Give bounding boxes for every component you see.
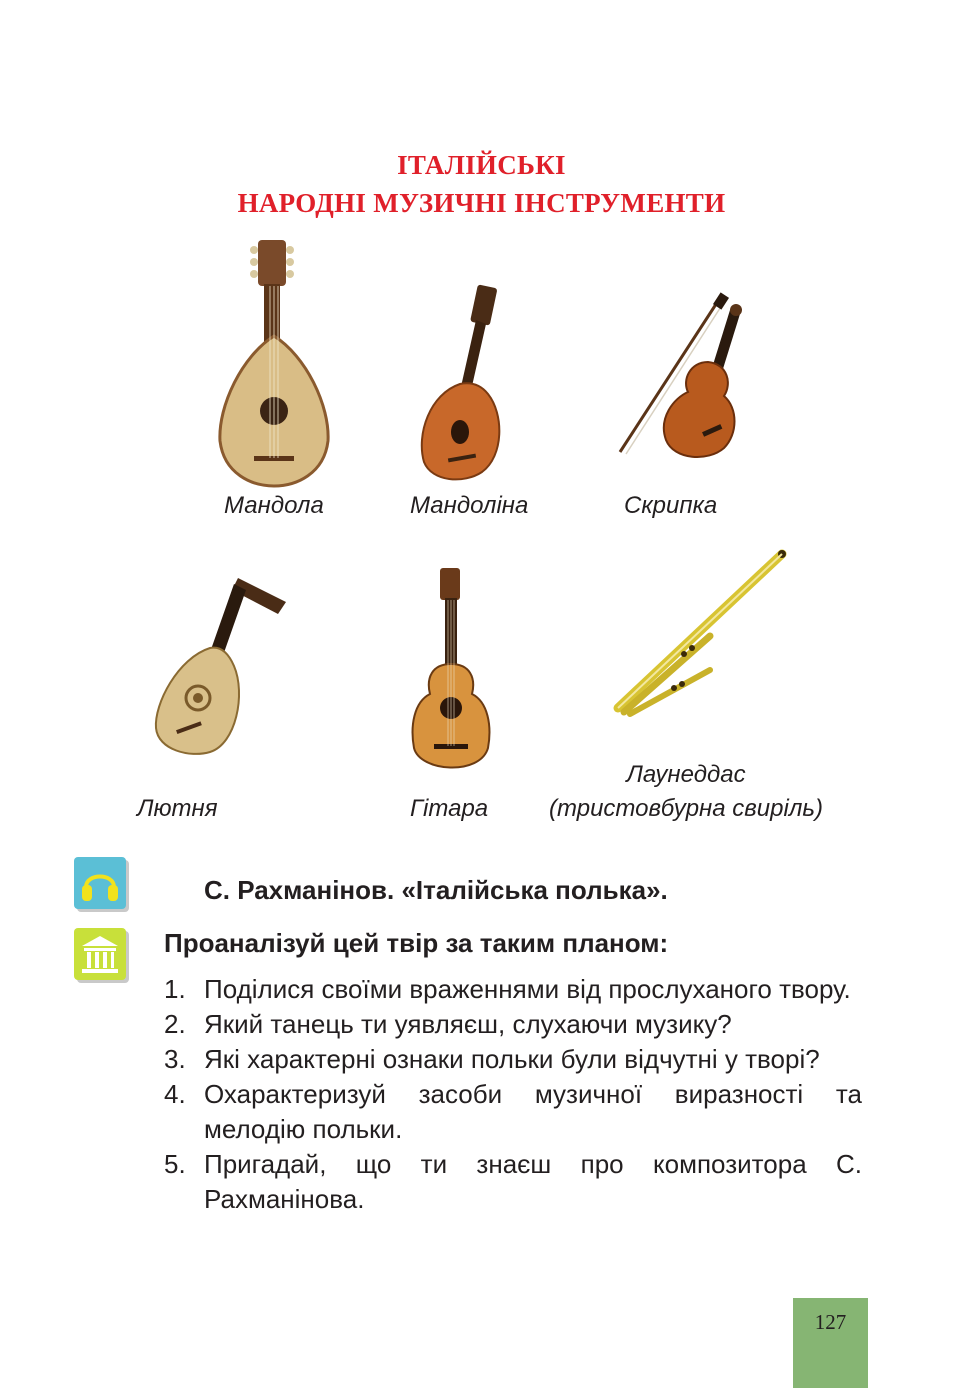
page-number-box [793,1298,868,1388]
list-item-number: 3. [164,1044,186,1074]
plan-list [164,972,862,1217]
list-item-text: Охарактеризуй засоби музичної виразності та мелодію польки. [204,1079,862,1144]
list-item [164,1147,862,1217]
lute-image [150,574,290,758]
mandolin-image [412,284,512,484]
list-item-text: Який танець ти уявляєш, слухаючи музику? [204,1009,732,1039]
caption-guitar: Гітара [410,795,489,822]
caption-mandola: Мандола [224,492,324,519]
caption-launeddas-name: Лаунеддас [626,761,746,788]
list-item [164,1042,862,1077]
caption-mandolin: Мандоліна [410,492,529,519]
headphones-icon [74,857,126,909]
list-item [164,972,862,1007]
mandola-image [212,236,336,488]
violin-image [612,292,752,464]
launeddas-image [612,548,788,718]
title-line-1: ІТАЛІЙСЬКІ [397,150,566,180]
list-item-text: Поділися своїми враженнями від прослуханого твору. [204,974,851,1004]
list-item-number: 5. [164,1149,186,1179]
list-item-number: 2. [164,1009,186,1039]
list-item-text: Пригадай, що ти знаєш про композитора С. Рахманінова. [204,1149,862,1214]
page-number: 127 [814,1310,847,1334]
list-item-text: Які характерні ознаки польки були відчутні у творі? [204,1044,820,1074]
task-title: Проаналізуй цей твір за таким планом: [164,928,669,958]
list-item [164,1007,862,1042]
museum-icon [74,928,126,980]
title-line-2: НАРОДНІ МУЗИЧНІ ІНСТРУМЕНТИ [237,188,726,218]
listening-title: С. Рахманінов. «Італійська полька». [204,875,668,905]
caption-launeddas-desc: (тристовбурна свиріль) [549,795,823,822]
list-item [164,1077,862,1147]
caption-launeddas [530,760,842,824]
list-item-number: 4. [164,1079,186,1109]
caption-lute: Лютня [137,795,218,822]
caption-violin: Скрипка [624,492,718,519]
page-title [0,146,963,222]
list-item-number: 1. [164,974,186,1004]
guitar-image [408,566,494,780]
